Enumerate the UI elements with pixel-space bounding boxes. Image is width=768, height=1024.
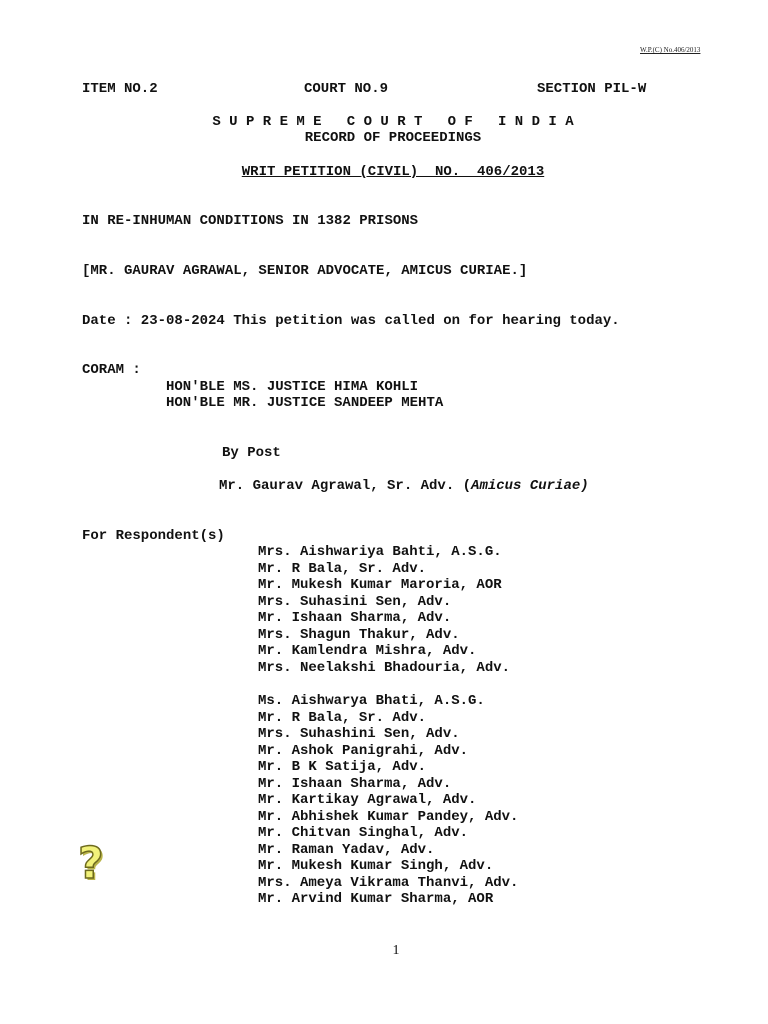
counsel-entry: Mr. Abhishek Kumar Pandey, Adv.	[258, 808, 519, 825]
date-line: Date : 23-08-2024 This petition was called on for hearing today.	[82, 313, 620, 329]
counsel-entry: Mrs. Neelakshi Bhadouria, Adv.	[258, 659, 511, 676]
counsel-entry: Mrs. Suhashini Sen, Adv.	[258, 726, 460, 742]
counsel-entry: Mrs. Suhasini Sen, Adv.	[258, 593, 452, 610]
counsel-entry: Mr. Mukesh Kumar Maroria, AOR	[258, 577, 502, 593]
coram-judge: HON'BLE MR. JUSTICE SANDEEP MEHTA	[166, 395, 444, 411]
amicus-line: [MR. GAURAV AGRAWAL, SENIOR ADVOCATE, AMICUS CURIAE.]	[82, 263, 528, 279]
counsel-entry: Mr. Ashok Panigrahi, Adv.	[258, 742, 469, 759]
amicus-counsel-role: Amicus Curiae)	[471, 478, 589, 494]
counsel-entry: Mr. Mukesh Kumar Singh, Adv.	[258, 858, 494, 874]
counsel-entry: Mr. Arvind Kumar Sharma, AOR	[258, 891, 494, 907]
amicus-counsel-name: Mr. Gaurav Agrawal, Sr. Adv. (	[219, 478, 472, 494]
counsel-entry: Mr. Ishaan Sharma, Adv.	[258, 610, 452, 626]
coram-judge: HON'BLE MS. JUSTICE HIMA KOHLI	[166, 379, 419, 395]
counsel-entry: Ms. Aishwarya Bhati, A.S.G.	[258, 693, 485, 709]
counsel-entry: Mrs. Aishwariya Bahti, A.S.G.	[258, 544, 502, 560]
case-title: IN RE-INHUMAN CONDITIONS IN 1382 PRISONS	[82, 213, 419, 229]
respondent-counsel-group-2	[258, 693, 518, 908]
respondents-label: For Respondent(s)	[82, 528, 225, 544]
counsel-entry: Mr. Chitvan Singhal, Adv.	[258, 825, 469, 841]
item-number: ITEM NO.2	[82, 81, 158, 97]
counsel-entry: Mr. R Bala, Sr. Adv.	[258, 560, 427, 577]
counsel-entry: Mr. Ishaan Sharma, Adv.	[258, 775, 452, 792]
case-reference: W.P.(C) No.406/2013	[640, 46, 701, 54]
counsel-entry: Mr. Kartikay Agrawal, Adv.	[258, 792, 477, 808]
record-title: RECORD OF PROCEEDINGS	[304, 130, 482, 146]
counsel-entry: Mr. Kamlendra Mishra, Adv.	[258, 643, 477, 659]
counsel-entry: Mr. R Bala, Sr. Adv.	[258, 709, 427, 726]
counsel-entry: Mrs. Shagun Thakur, Adv.	[258, 626, 460, 643]
respondent-counsel-group-1	[258, 544, 510, 676]
coram-label: CORAM :	[82, 362, 141, 378]
court-number: COURT NO.9	[304, 81, 389, 97]
page-number: 1	[392, 943, 400, 958]
by-post-label: By Post	[222, 445, 281, 461]
petition-number: WRIT PETITION (CIVIL) NO. 406/2013	[241, 164, 545, 180]
question-mark-icon[interactable]: ?	[78, 838, 104, 889]
court-name: S U P R E M E C O U R T O F I N D I A	[212, 114, 574, 130]
section-label: SECTION PIL-W	[537, 81, 647, 97]
counsel-entry: Mrs. Ameya Vikrama Thanvi, Adv.	[258, 874, 519, 891]
amicus-counsel	[219, 478, 589, 495]
counsel-entry: Mr. B K Satija, Adv.	[258, 759, 427, 775]
counsel-entry: Mr. Raman Yadav, Adv.	[258, 841, 435, 858]
